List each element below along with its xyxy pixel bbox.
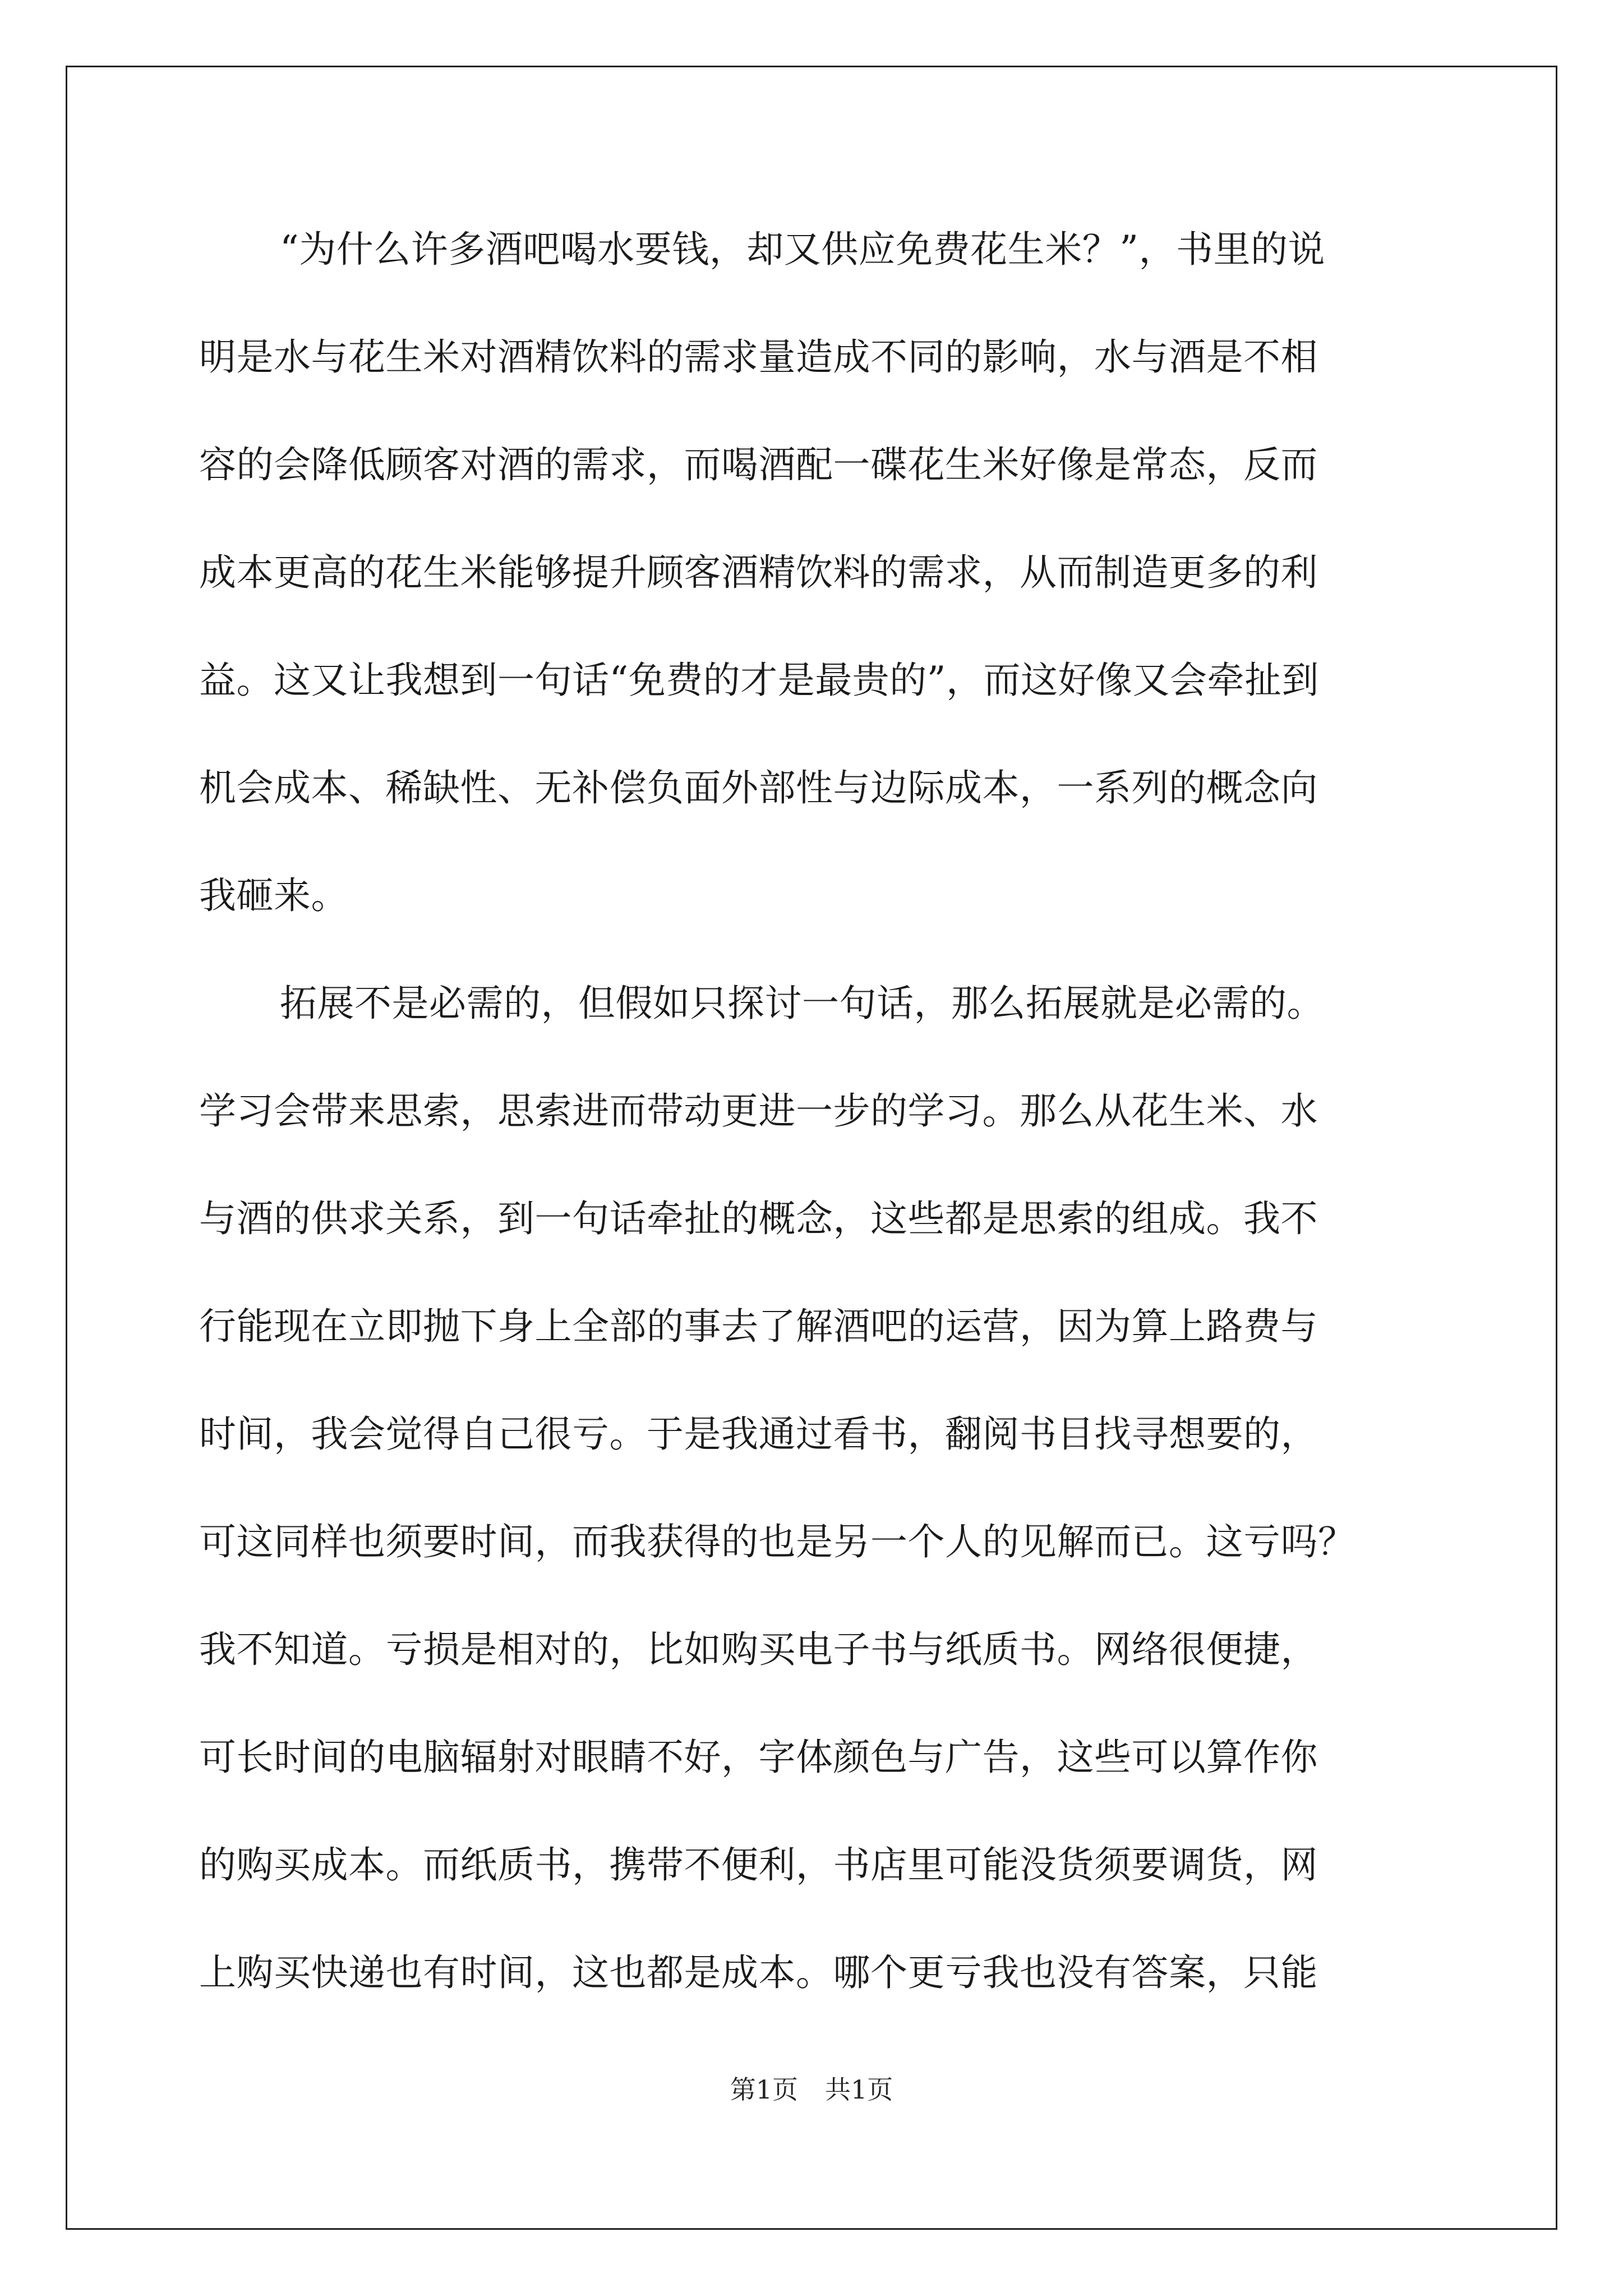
text-line-17: 上购买快递也有时间，这也都是成本。哪个更亏我也没有答案，只能 (199, 1951, 1318, 1994)
text-line-9: 学习会带来思索，思索进而带动更进一步的学习。那么从花生米、水 (199, 1089, 1318, 1133)
text-line-7: 我砸来。 (199, 874, 348, 917)
text-line-5: 益。这又让我想到一句话“免费的才是最贵的”，而这好像又会牵扯到 (199, 659, 1319, 702)
text-line-14: 我不知道。亏损是相对的，比如购买电子书与纸质书。网络很便捷， (199, 1628, 1318, 1671)
text-line-15: 可长时间的电脑辐射对眼睛不好，字体颜色与广告，这些可以算作你 (199, 1736, 1318, 1779)
text-line-13: 可这同样也须要时间，而我获得的也是另一个人的见解而已。这亏吗？ (199, 1520, 1355, 1563)
text-line-11: 行能现在立即抛下身上全部的事去了解酒吧的运营，因为算上路费与 (199, 1305, 1318, 1348)
text-line-4: 成本更高的花生米能够提升顾客酒精饮料的需求，从而制造更多的利 (199, 551, 1318, 594)
text-line-16: 的购买成本。而纸质书，携带不便利，书店里可能没货须要调货，网 (199, 1843, 1318, 1887)
page-total: 共1页 (825, 2074, 893, 2105)
text-line-12: 时间，我会觉得自己很亏。于是我通过看书，翻阅书目找寻想要的， (199, 1412, 1318, 1456)
document-body (199, 216, 1483, 2047)
text-line-10: 与酒的供求关系，到一句话牵扯的概念，这些都是思索的组成。我不 (199, 1197, 1318, 1240)
page-footer (0, 2073, 1623, 2106)
page-number: 第1页 (730, 2074, 798, 2105)
text-line-2: 明是水与花生米对酒精饮料的需求量造成不同的影响，水与酒是不相 (199, 335, 1318, 379)
text-line-6: 机会成本、稀缺性、无补偿负面外部性与边际成本，一系列的概念向 (199, 766, 1318, 809)
text-line-1: “为什么许多酒吧喝水要钱，却又供应免费花生米？”，书里的说 (280, 228, 1325, 271)
text-line-8: 拓展不是必需的，但假如只探讨一句话，那么拓展就是必需的。 (280, 982, 1324, 1025)
text-line-3: 容的会降低顾客对酒的需求，而喝酒配一碟花生米好像是常态，反而 (199, 443, 1318, 486)
